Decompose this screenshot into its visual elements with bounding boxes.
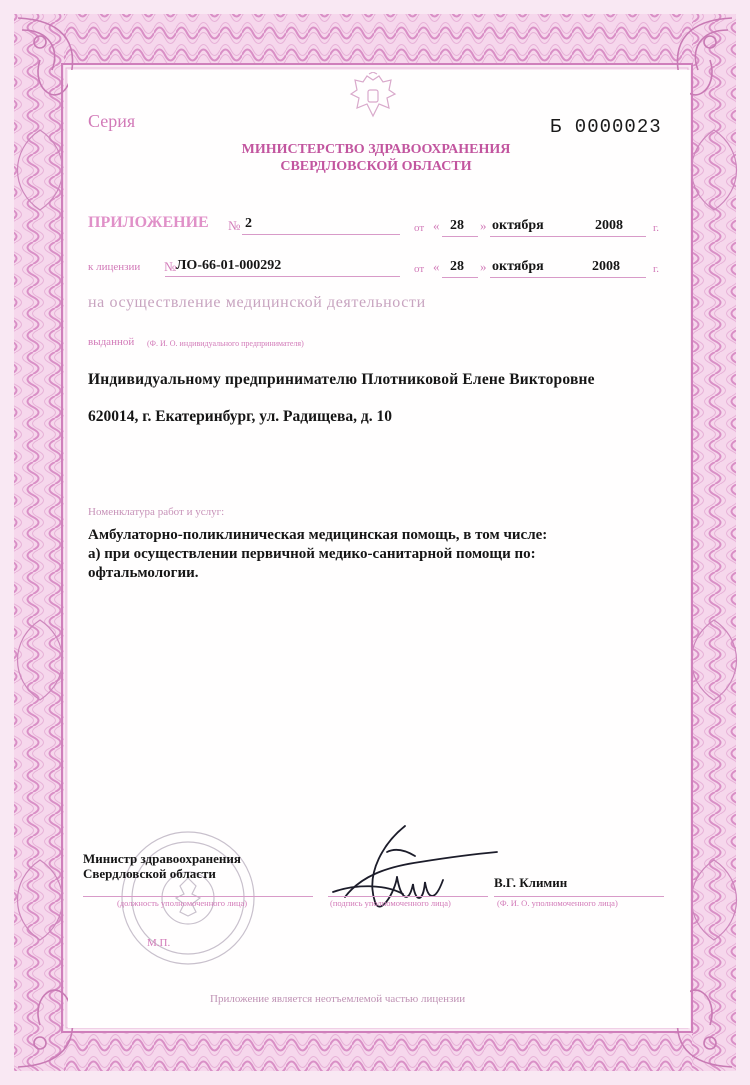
stamp-place-label: М.П. — [147, 937, 171, 949]
services-line-1: Амбулаторно-поликлиническая медицинская помощь, в том числе: — [88, 527, 548, 543]
appendix-date-underline — [490, 236, 646, 237]
services-line-3: офтальмологии. — [88, 565, 199, 581]
services-label: Номенклатура работ и услуг: — [88, 506, 225, 518]
license-day: 28 — [450, 259, 464, 274]
position-caption: (должность уполномоченного лица) — [117, 898, 248, 908]
footer-note: Приложение является неотъемлемой частью лицензии — [210, 993, 466, 1005]
appendix-quote-close: » — [480, 218, 487, 233]
license-number-underline — [165, 276, 400, 277]
appendix-number-underline — [242, 234, 400, 235]
appendix-number: 2 — [245, 216, 252, 231]
ministry-title-line2: СВЕРДЛОВСКОЙ ОБЛАСТИ — [280, 159, 472, 174]
appendix-number-sign: № — [228, 218, 241, 233]
coat-of-arms-emblem — [345, 72, 401, 120]
issued-hint: (Ф. И. О. индивидуального предпринимателя) — [147, 339, 304, 348]
license-month: октября — [492, 259, 544, 274]
license-year: 2008 — [592, 259, 620, 274]
appendix-month: октября — [492, 218, 544, 233]
license-day-underline — [442, 277, 478, 278]
series-label: Серия — [88, 111, 136, 131]
ministry-title-line1: МИНИСТЕРСТВО ЗДРАВООХРАНЕНИЯ — [241, 142, 511, 157]
license-number-sign: № — [164, 259, 177, 274]
series-number: Б 0000023 — [550, 116, 662, 138]
appendix-year-suffix: г. — [653, 222, 660, 234]
activity-text: на осуществление медицинской деятельности — [88, 294, 426, 311]
appendix-year: 2008 — [595, 218, 623, 233]
services-line-2: а) при осуществлении первичной медико-санитарной помощи по: — [88, 546, 536, 562]
license-number: ЛО-66-01-000292 — [176, 258, 282, 273]
license-year-suffix: г. — [653, 263, 660, 275]
signature-underline — [328, 896, 488, 897]
name-caption: (Ф. И. О. уполномоченного лица) — [497, 898, 618, 908]
license-holder-address: 620014, г. Екатеринбург, ул. Радищева, д. 10 — [88, 408, 392, 425]
license-date-underline — [490, 277, 646, 278]
signer-position-line1: Министр здравоохранения — [83, 851, 241, 866]
license-quote-open: « — [433, 259, 440, 274]
license-quote-close: » — [480, 259, 487, 274]
license-label: к лицензии — [88, 261, 141, 273]
appendix-label: ПРИЛОЖЕНИЕ — [88, 214, 209, 231]
signer-position-line2: Свердловской области — [83, 866, 216, 881]
issued-label: выданной — [88, 336, 135, 348]
license-from-label: от — [414, 263, 425, 275]
license-holder-name: Индивидуальному предпринимателю Плотниковой Елене Викторовне — [88, 371, 595, 388]
appendix-from-label: от — [414, 222, 425, 234]
name-underline — [494, 896, 664, 897]
appendix-day-underline — [442, 236, 478, 237]
position-underline — [83, 896, 313, 897]
signer-name: В.Г. Климин — [494, 875, 568, 890]
appendix-quote-open: « — [433, 218, 440, 233]
appendix-day: 28 — [450, 218, 464, 233]
signature-caption: (подпись уполномоченного лица) — [330, 898, 451, 908]
